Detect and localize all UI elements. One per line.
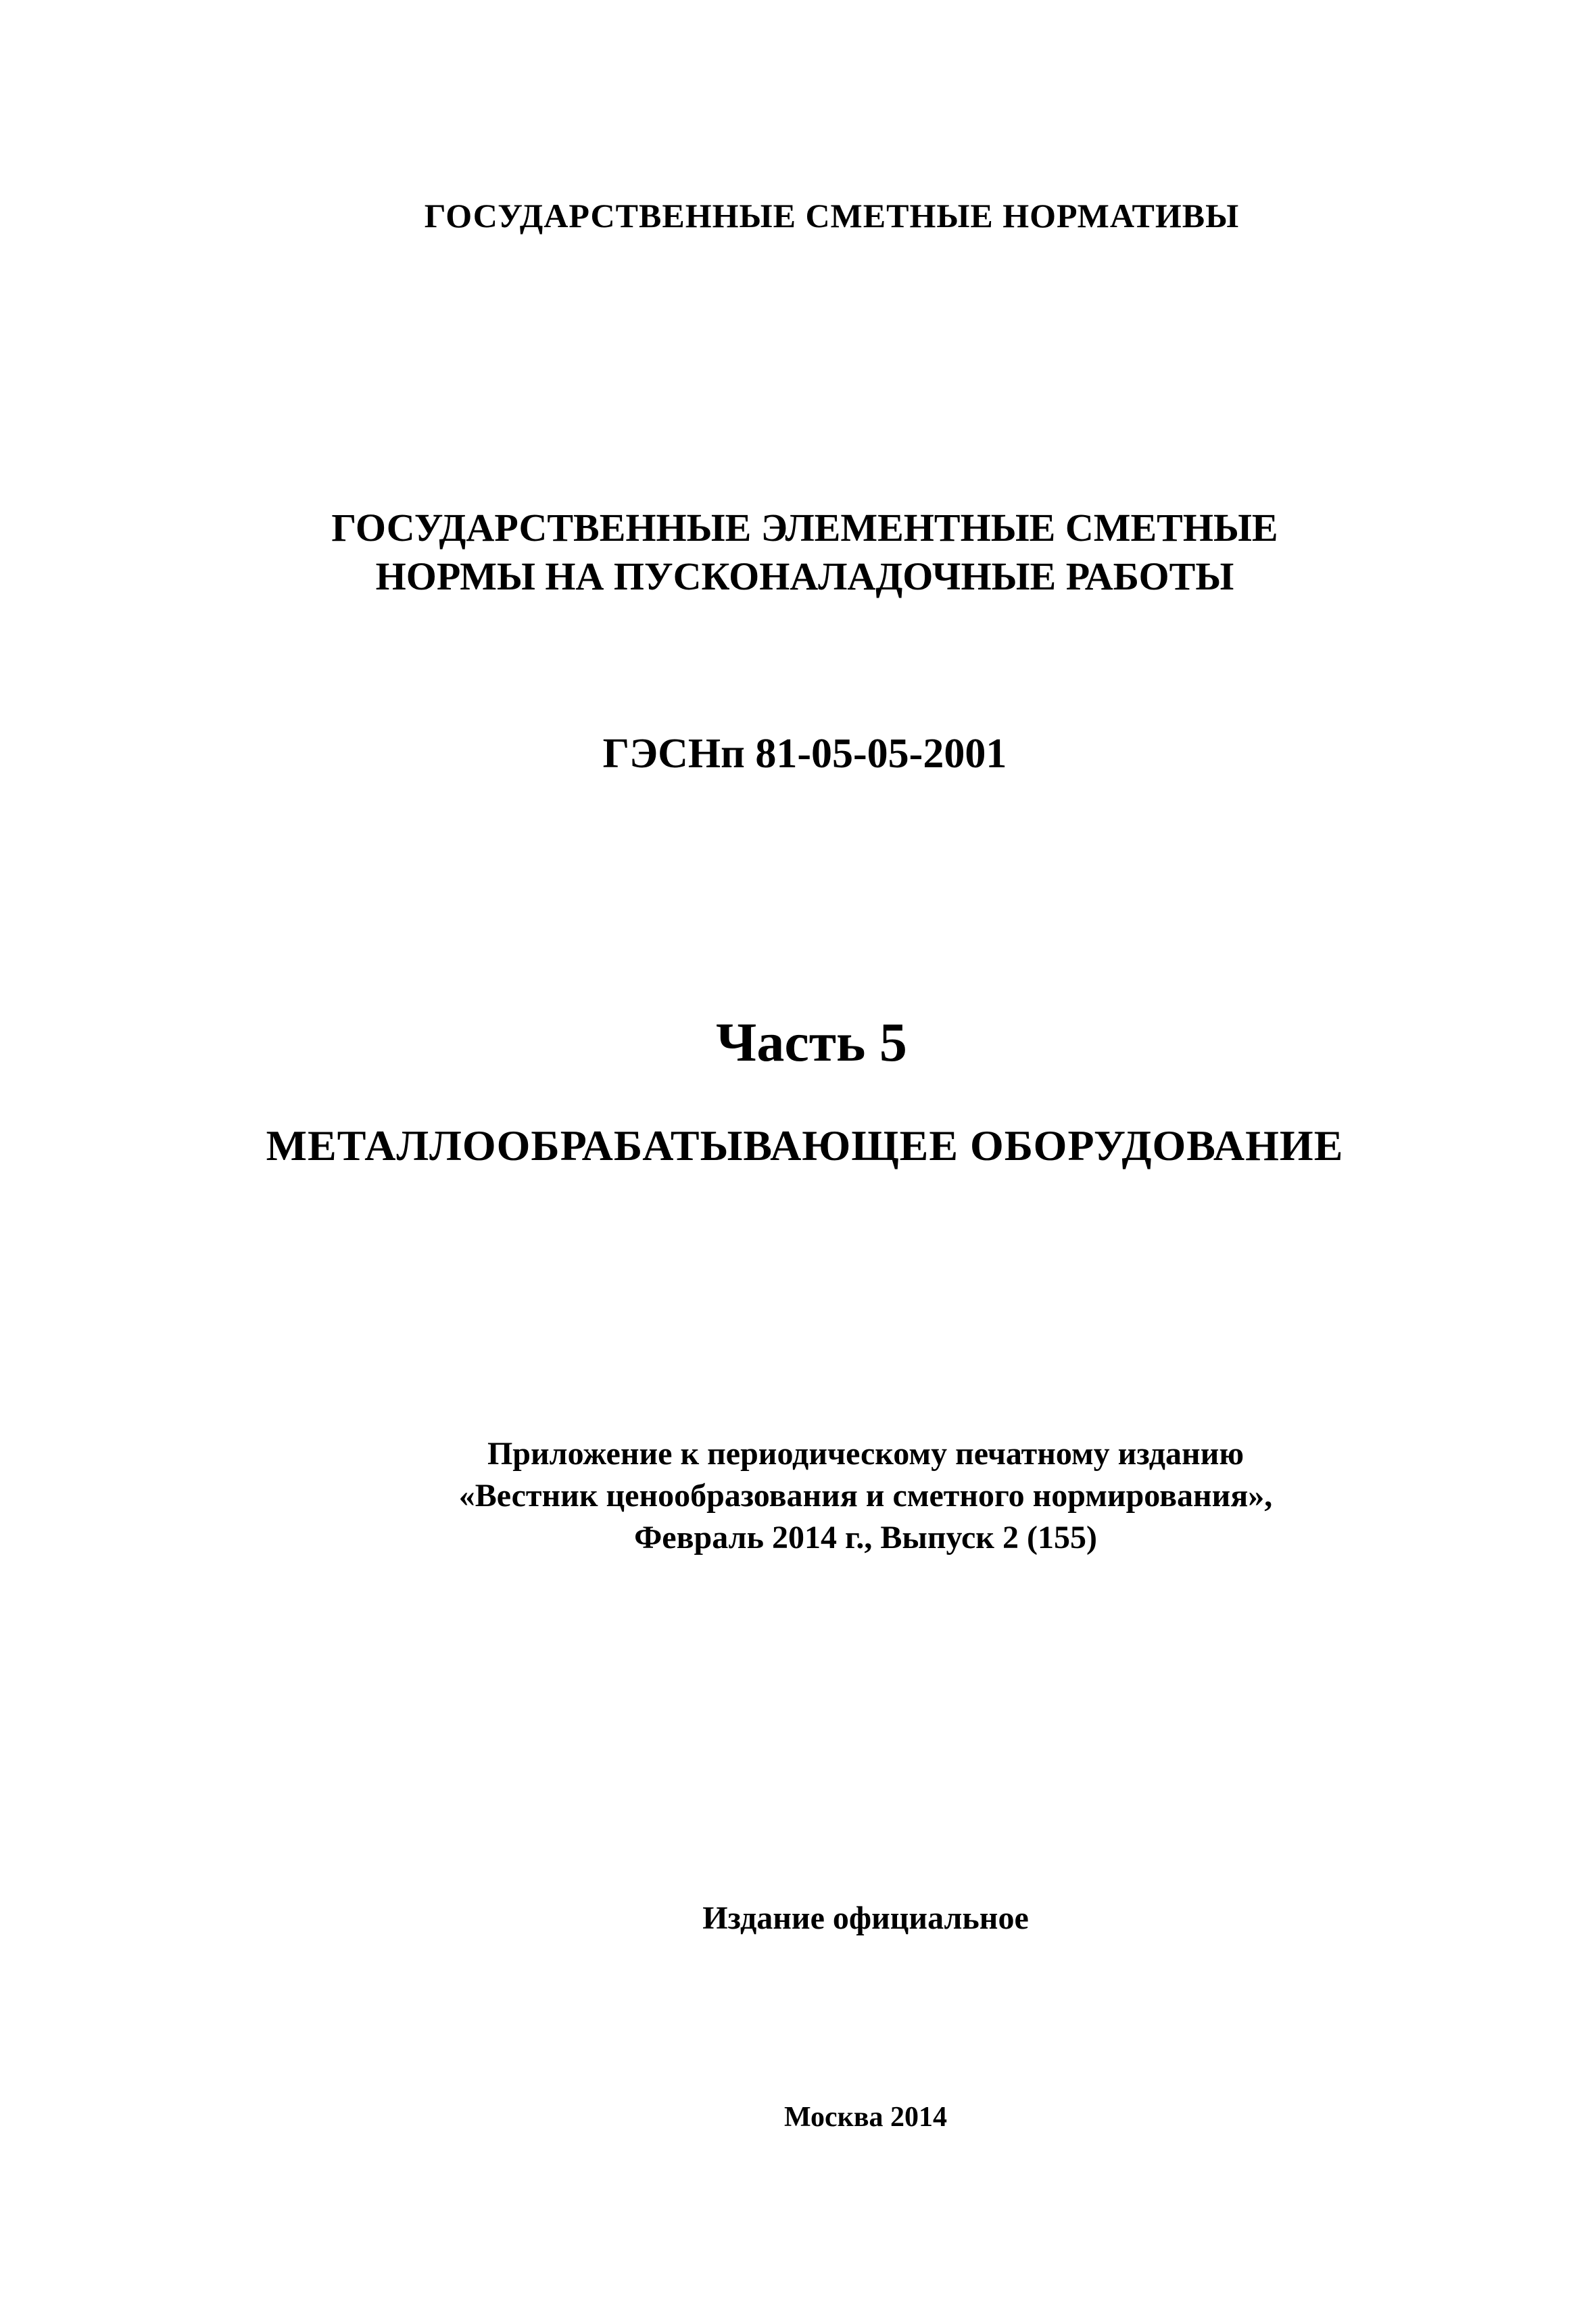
main-title-line-2: НОРМЫ НА ПУСКОНАЛАДОЧНЫЕ РАБОТЫ [375, 554, 1234, 598]
main-title-line-1: ГОСУДАРСТВЕННЫЕ ЭЛЕМЕНТНЫЕ СМЕТНЫЕ [331, 506, 1278, 550]
part-subject: МЕТАЛЛООБРАБАТЫВАЮЩЕЕ ОБОРУДОВАНИЕ [266, 1121, 1344, 1169]
appendix-line-1: Приложение к периодическому печатному изданию [487, 1436, 1244, 1472]
part-number: Часть 5 [716, 1011, 907, 1073]
appendix-note [68, 1433, 1596, 1559]
appendix-line-3: Февраль 2014 г., Выпуск 2 (155) [634, 1520, 1097, 1555]
edition-label: Издание официальное [702, 1900, 1029, 1936]
document-code: ГЭСНп 81-05-05-2001 [602, 731, 1007, 777]
appendix-line-2: «Вестник ценообразования и сметного нормирования», [458, 1478, 1273, 1514]
main-title [7, 504, 1596, 601]
place-year: Москва 2014 [783, 2102, 948, 2133]
series-title: ГОСУДАРСТВЕННЫЕ СМЕТНЫЕ НОРМАТИВЫ [424, 197, 1240, 235]
